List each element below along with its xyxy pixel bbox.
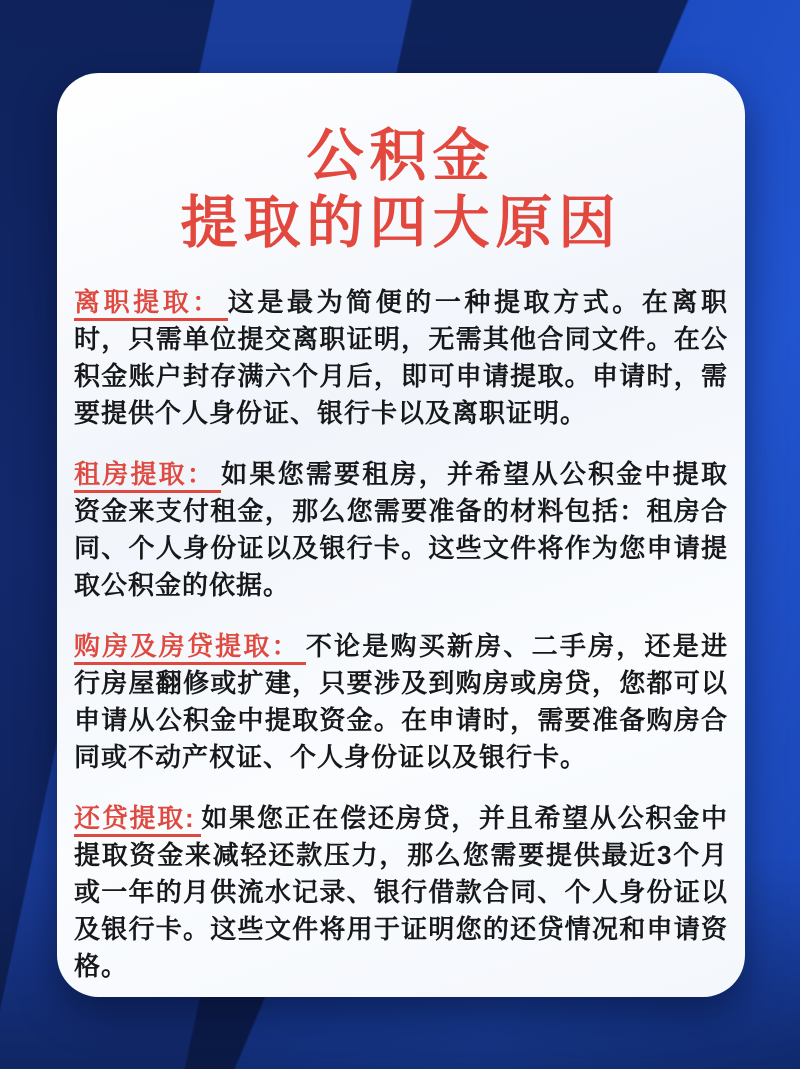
info-card: [57, 73, 745, 997]
section-heading: 租房提取：: [74, 459, 221, 493]
section-heading: 还贷提取:: [74, 803, 201, 837]
section-rent-withdrawal: [74, 456, 728, 604]
section-body: 如果您需要租房，并希望从公积金中提取资金来支付租金，那么您需要准备的材料包括：租房合同、个人身份证以及银行卡。这些文件将作为您申请提取公积金的依据。: [74, 459, 728, 600]
page-title: [74, 123, 728, 257]
section-body: 如果您正在偿还房贷，并且希望从公积金中提取资金来减轻还款压力，那么您需要提供最近3个月或一年的月供流水记录、银行借款合同、个人身份证以及银行卡。这些文件将用于证明您的还贷情况和申请资格。: [74, 803, 728, 981]
section-home-purchase-withdrawal: [74, 628, 728, 776]
title-line-2: 提取的四大原因: [180, 191, 622, 255]
section-body: 这是最为简便的一种提取方式。在离职时，只需单位提交离职证明，无需其他合同文件。在公积金账户封存满六个月后，即可申请提取。申请时，需要提供个人身份证、银行卡以及离职证明。: [74, 287, 728, 428]
section-heading: 购房及房贷提取：: [74, 631, 306, 665]
sections: [74, 257, 728, 985]
section-resignation-withdrawal: [74, 284, 728, 432]
section-loan-repayment-withdrawal: [74, 800, 728, 985]
section-body: 不论是购买新房、二手房，还是进行房屋翻修或扩建，只要涉及到购房或房贷，您都可以申请从公积金中提取资金。在申请时，需要准备购房合同或不动产权证、个人身份证以及银行卡。: [74, 631, 728, 772]
section-heading: 离职提取：: [74, 287, 228, 321]
title-line-1: 公积金: [306, 124, 496, 188]
